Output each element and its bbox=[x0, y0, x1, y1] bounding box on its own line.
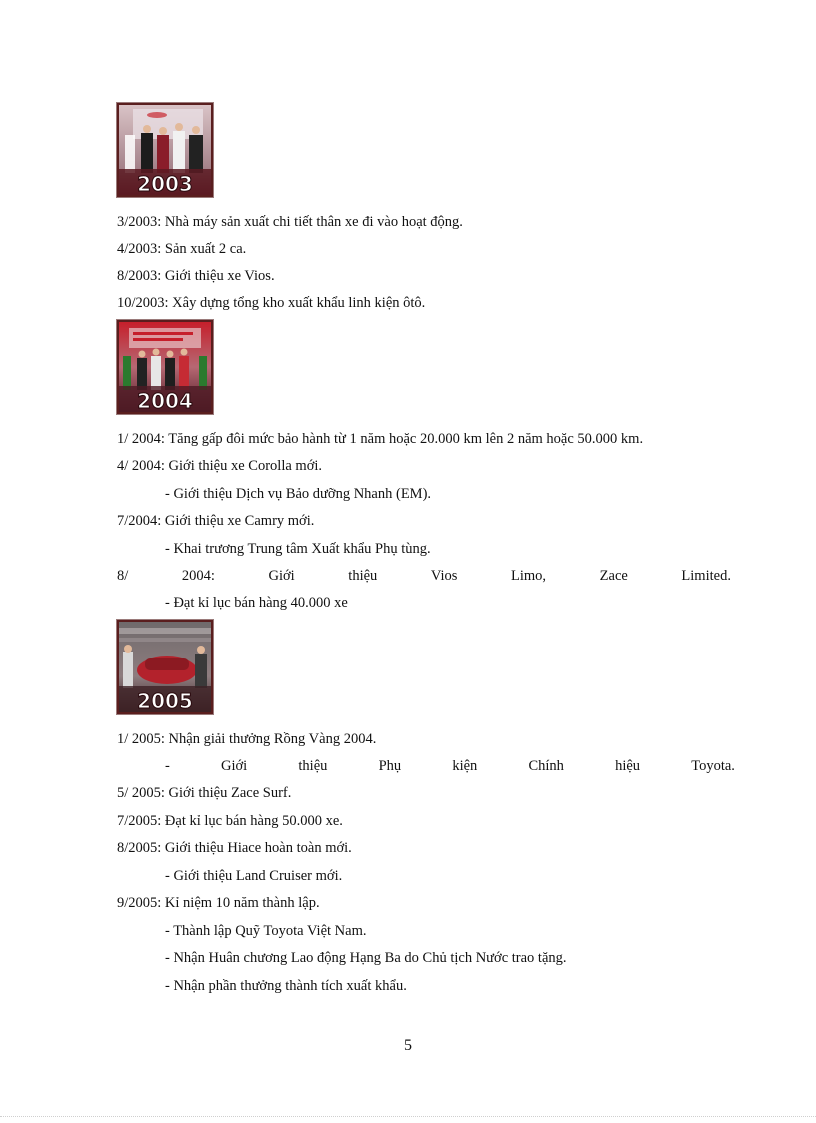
word: - bbox=[165, 758, 170, 774]
line-2004-july-parts: - Khai trương Trung tâm Xuất khẩu Phụ tùng. bbox=[165, 541, 431, 557]
word: 2004: bbox=[181, 568, 215, 584]
line-2005-september: 9/2005: Kỉ niệm 10 năm thành lập. bbox=[117, 895, 320, 911]
photo-2004-image bbox=[119, 322, 211, 412]
line-2005-august: 8/2005: Giới thiệu Hiace hoàn toàn mới. bbox=[117, 840, 352, 856]
line-2003-april: 4/2003: Sản xuất 2 ca. bbox=[117, 241, 247, 257]
photo-2005 bbox=[117, 620, 213, 714]
word: Limo, bbox=[511, 568, 547, 584]
word: Zace bbox=[599, 568, 628, 584]
photo-2005-year: 2005 bbox=[137, 689, 193, 712]
word: thiệu bbox=[298, 758, 328, 774]
word: Chính bbox=[528, 758, 564, 774]
line-2005-august-landcruiser: - Giới thiệu Land Cruiser mới. bbox=[165, 868, 343, 884]
word: Phụ bbox=[378, 758, 402, 774]
line-2003-march: 3/2003: Nhà máy sản xuất chi tiết thân xe đi vào hoạt động. bbox=[117, 214, 463, 230]
line-2003-august: 8/2003: Giới thiệu xe Vios. bbox=[117, 268, 275, 284]
photo-2004 bbox=[117, 320, 213, 414]
photo-2005-image bbox=[119, 622, 211, 712]
word: Limited. bbox=[681, 568, 731, 584]
word: Vios bbox=[430, 568, 458, 584]
page-bottom-rule bbox=[0, 1116, 816, 1117]
word: thiệu bbox=[348, 568, 378, 584]
photo-2003-year: 2003 bbox=[137, 172, 193, 195]
line-2005-september-medal: - Nhận Huân chương Lao động Hạng Ba do Chủ tịch Nước trao tặng. bbox=[165, 950, 567, 966]
line-2004-record: - Đạt kỉ lục bán hàng 40.000 xe bbox=[165, 595, 348, 611]
line-2004-august bbox=[117, 567, 731, 585]
line-2005-may: 5/ 2005: Giới thiệu Zace Surf. bbox=[117, 785, 292, 801]
word: 8/ bbox=[117, 568, 129, 584]
line-2005-september-fund: - Thành lập Quỹ Toyota Việt Nam. bbox=[165, 923, 367, 939]
word: hiệu bbox=[615, 758, 641, 774]
photo-2003-image bbox=[119, 105, 211, 195]
word: Giới bbox=[221, 758, 248, 774]
word: Giới bbox=[268, 568, 295, 584]
photo-2003 bbox=[117, 103, 213, 197]
word: kiện bbox=[452, 758, 478, 774]
word: Toyota. bbox=[691, 758, 735, 774]
line-2004-april-em: - Giới thiệu Dịch vụ Bảo dưỡng Nhanh (EM). bbox=[165, 486, 432, 502]
line-2004-april: 4/ 2004: Giới thiệu xe Corolla mới. bbox=[117, 458, 323, 474]
line-2004-july: 7/2004: Giới thiệu xe Camry mới. bbox=[117, 513, 315, 529]
line-2005-july: 7/2005: Đạt kỉ lục bán hàng 50.000 xe. bbox=[117, 813, 343, 829]
line-2004-january: 1/ 2004: Tăng gấp đôi mức bảo hành từ 1 năm hoặc 20.000 km lên 2 năm hoặc 50.000 km. bbox=[117, 431, 644, 447]
line-2005-accessories bbox=[165, 757, 735, 775]
page-number: 5 bbox=[404, 1037, 412, 1054]
photo-2004-year: 2004 bbox=[137, 389, 193, 412]
line-2005-september-export: - Nhận phần thưởng thành tích xuất khẩu. bbox=[165, 978, 407, 994]
line-2005-january: 1/ 2005: Nhận giải thưởng Rồng Vàng 2004. bbox=[117, 731, 377, 747]
line-2003-october: 10/2003: Xây dựng tổng kho xuất khẩu linh kiện ôtô. bbox=[117, 295, 426, 311]
